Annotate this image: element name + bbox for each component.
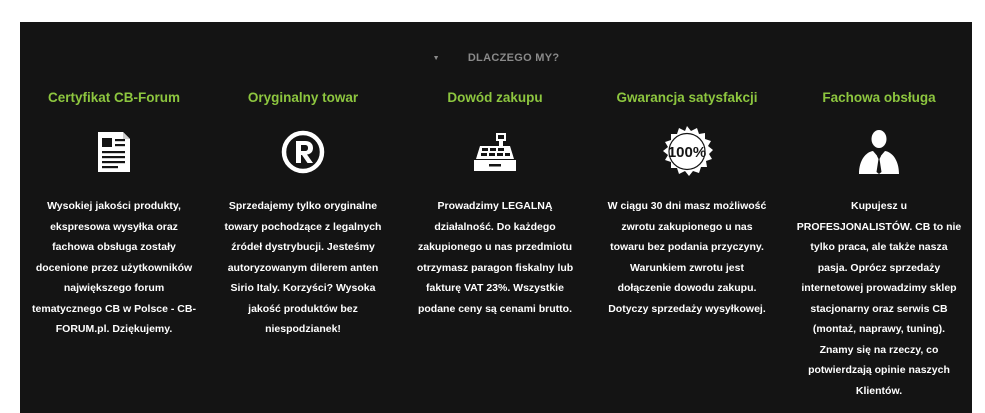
feature-certificate	[19, 88, 209, 340]
feature-professional-service	[784, 88, 974, 401]
feature-title: Dowód zakupu	[447, 90, 543, 105]
feature-description: Kupujesz u PROFESJONALISTÓW. CB to nie tylko praca, ale także nasza pasja. Oprócz sprzedaży internetowej prowadzimy sklep stacjonarny oraz serwis CB (montaż, naprawy, tuning). Znamy się na rzeczy, co potwierdzają opinie naszych Klientów.	[796, 200, 962, 397]
feature-description: Prowadzimy LEGALNĄ działalność. Do każdego zakupionego u nas przedmiotu otrzymasz paragon fiskalny lub fakturę VAT 23%. Wszystkie podane ceny są cenami brutto.	[416, 200, 574, 315]
certificate-document-icon	[19, 122, 209, 182]
seal-label: 100%	[667, 144, 707, 161]
feature-title: Fachowa obsługa	[822, 90, 936, 105]
feature-description: Sprzedajemy tylko oryginalne towary pochodzące z legalnych źródeł dystrybucji. Jesteśmy autoryzowanym dilerem anten Sirio Italy. Korzyści? Wysoka jakość produktów bez niespodzianek!	[224, 200, 382, 335]
registered-trademark-icon	[208, 122, 398, 182]
feature-description: Wysokiej jakości produkty, ekspresowa wysyłka oraz fachowa obsługa zostały docenione przez użytkowników największego forum tematycznego CB w Polsce - CB-FORUM.pl. Dziękujemy.	[32, 200, 196, 335]
feature-title: Oryginalny towar	[247, 90, 359, 105]
100-percent-seal-icon	[592, 122, 782, 182]
feature-proof-of-purchase	[400, 88, 590, 319]
caret-down-icon[interactable]: ▼	[432, 55, 440, 62]
why-us-section	[20, 22, 972, 413]
feature-original-goods	[208, 88, 398, 340]
businessman-icon	[784, 122, 974, 182]
cash-register-icon	[400, 122, 590, 182]
feature-title: Certyfikat CB-Forum	[47, 90, 180, 105]
section-title: DLACZEGO MY?	[467, 52, 560, 64]
feature-description: W ciągu 30 dni masz możliwość zwrotu zakupionego u nas towaru bez podania przyczyny. Warunkiem zwrotu jest dołączenie dowodu zakupu. Dotyczy sprzedaży wysyłkowej.	[607, 200, 767, 315]
section-header	[20, 52, 972, 64]
feature-title: Gwarancja satysfakcji	[616, 90, 758, 105]
feature-satisfaction-guarantee	[592, 88, 782, 319]
